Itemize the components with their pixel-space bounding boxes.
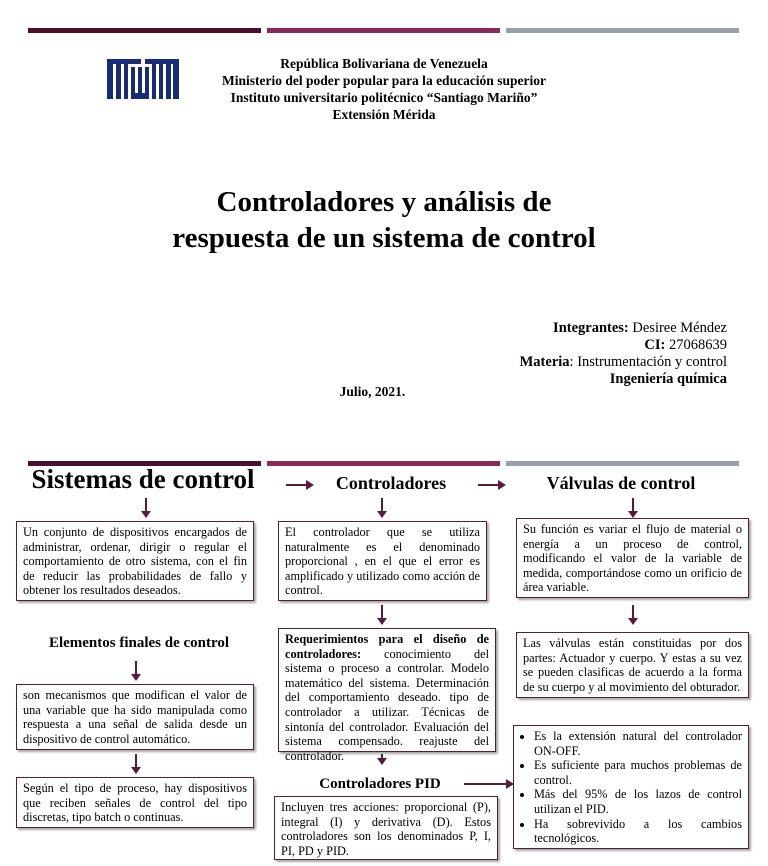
pid-bullet-1: • Es la extensión natural del controlador ON-OFF. — [534, 729, 742, 758]
box-pid: Incluyen tres acciones: proporcional (P), integral (I) y derivativa (D). Estos controladores son los denominados P, I, PI, PD y PID. — [274, 796, 498, 860]
pid-bullet-4: • Ha sobrevivido a los cambios tecnológicos. — [534, 817, 742, 846]
heading-valvulas-de-control: Válvulas de control — [546, 473, 696, 493]
box-controlador-proporcional: El controlador que se utiliza naturalmente es el denominado proporcional , en el que el error es amplificado y utilizado como acción de control. — [278, 521, 487, 601]
box-definicion-sistema: Un conjunto de dispositivos encargados de administrar, ordenar, dirigir o regular el comportamiento de otro sistema, con el fin de reducir las probabilidades de fallo y obtener los resultados deseados. — [16, 521, 254, 601]
date: Julio, 2021. — [339, 384, 406, 399]
arrow-down-c1-2 — [135, 661, 137, 680]
pid-bullet-2: • Es suficiente para muchos problemas de control. — [534, 758, 742, 787]
header-ministry: Ministerio del poder popular para la educación superior — [222, 73, 546, 88]
heading-controladores: Controladores — [335, 473, 447, 493]
document-title-line1: Controladores y análisis de — [216, 186, 552, 218]
top-bar-mid — [267, 28, 500, 33]
map-bar-mid — [267, 461, 500, 466]
top-bar-gray — [506, 28, 739, 33]
carrera: Ingeniería química — [609, 371, 727, 387]
box-pid-caracteristicas — [513, 725, 749, 849]
ci — [644, 337, 727, 354]
header-extension: Extensión Mérida — [332, 107, 436, 122]
arrow-down-c1-3 — [135, 754, 137, 773]
arrow-down-c2-3 — [381, 754, 383, 764]
arrow-down-c3-1 — [632, 498, 634, 517]
materia-value: : Instrumentación y control — [569, 354, 727, 370]
header-institute: Instituto universitario politécnico “Santiago Mariño” — [230, 90, 538, 105]
heading-elementos-finales: Elementos finales de control — [48, 635, 230, 651]
pid-bullet-list — [520, 729, 742, 846]
header-republic: República Bolivariana de Venezuela — [280, 56, 488, 71]
requerimientos-title: Requerimientos para el diseño de controladores: — [285, 632, 489, 661]
arrow-right-pid — [464, 783, 512, 785]
ci-label: CI: — [644, 337, 666, 353]
box-partes-valvulas: Las válvulas están constituidas por dos partes: Actuador y cuerpo. Y estas a su vez se pueden clasificas de acuerdo a la forma de su cuerpo y al movimiento del obturador. — [516, 632, 749, 698]
arrow-down-c2-1 — [381, 498, 383, 517]
box-requerimientos — [278, 628, 496, 763]
heading-controladores-pid: Controladores PID — [319, 776, 441, 792]
document-title-line2: respuesta de un sistema de control — [172, 222, 596, 254]
requerimientos-text: conocimiento del sistema o proceso a controlar. Modelo matemático del sistema. Determinación del comportamiento deseado. tipo de controlador a utilizar. Técnicas de sintonía del controlador. Evaluación del sistema compensado. reajuste del controlador. — [285, 646, 489, 763]
integrantes — [553, 320, 727, 337]
integrantes-label: Integrantes: — [553, 320, 629, 336]
heading-sistemas-de-control: Sistemas de control — [31, 464, 255, 494]
ci-value: 27068639 — [665, 337, 727, 353]
arrow-down-c2-2 — [381, 605, 383, 624]
box-tipos-proceso: Según el tipo de proceso, hay dispositivos que reciben señales de control del tipo discretas, tipo batch o continuas. — [16, 777, 254, 828]
top-bar-dark — [28, 28, 261, 33]
arrow-down-c1-1 — [145, 498, 147, 517]
pid-bullet-3: • Más del 95% de los lazos de control utilizan el PID. — [534, 787, 742, 816]
materia-label: Materia — [519, 354, 570, 370]
arrow-right-1 — [286, 484, 312, 486]
integrantes-value: Desiree Méndez — [628, 320, 727, 336]
arrow-right-2 — [478, 484, 504, 486]
box-elementos-finales: son mecanismos que modifican el valor de una variable que ha sido manipulada como respuesta a una señal de salida desde un dispositivo de control automático. — [16, 684, 254, 750]
arrow-down-c3-2 — [632, 605, 634, 624]
materia — [520, 354, 727, 371]
map-bar-gray — [506, 461, 739, 466]
box-funcion-valvulas: Su función es variar el flujo de material o energía a un proceso de control, modificando el valor de la variable de medida, comportándose como un orificio de área variable. — [516, 518, 749, 598]
